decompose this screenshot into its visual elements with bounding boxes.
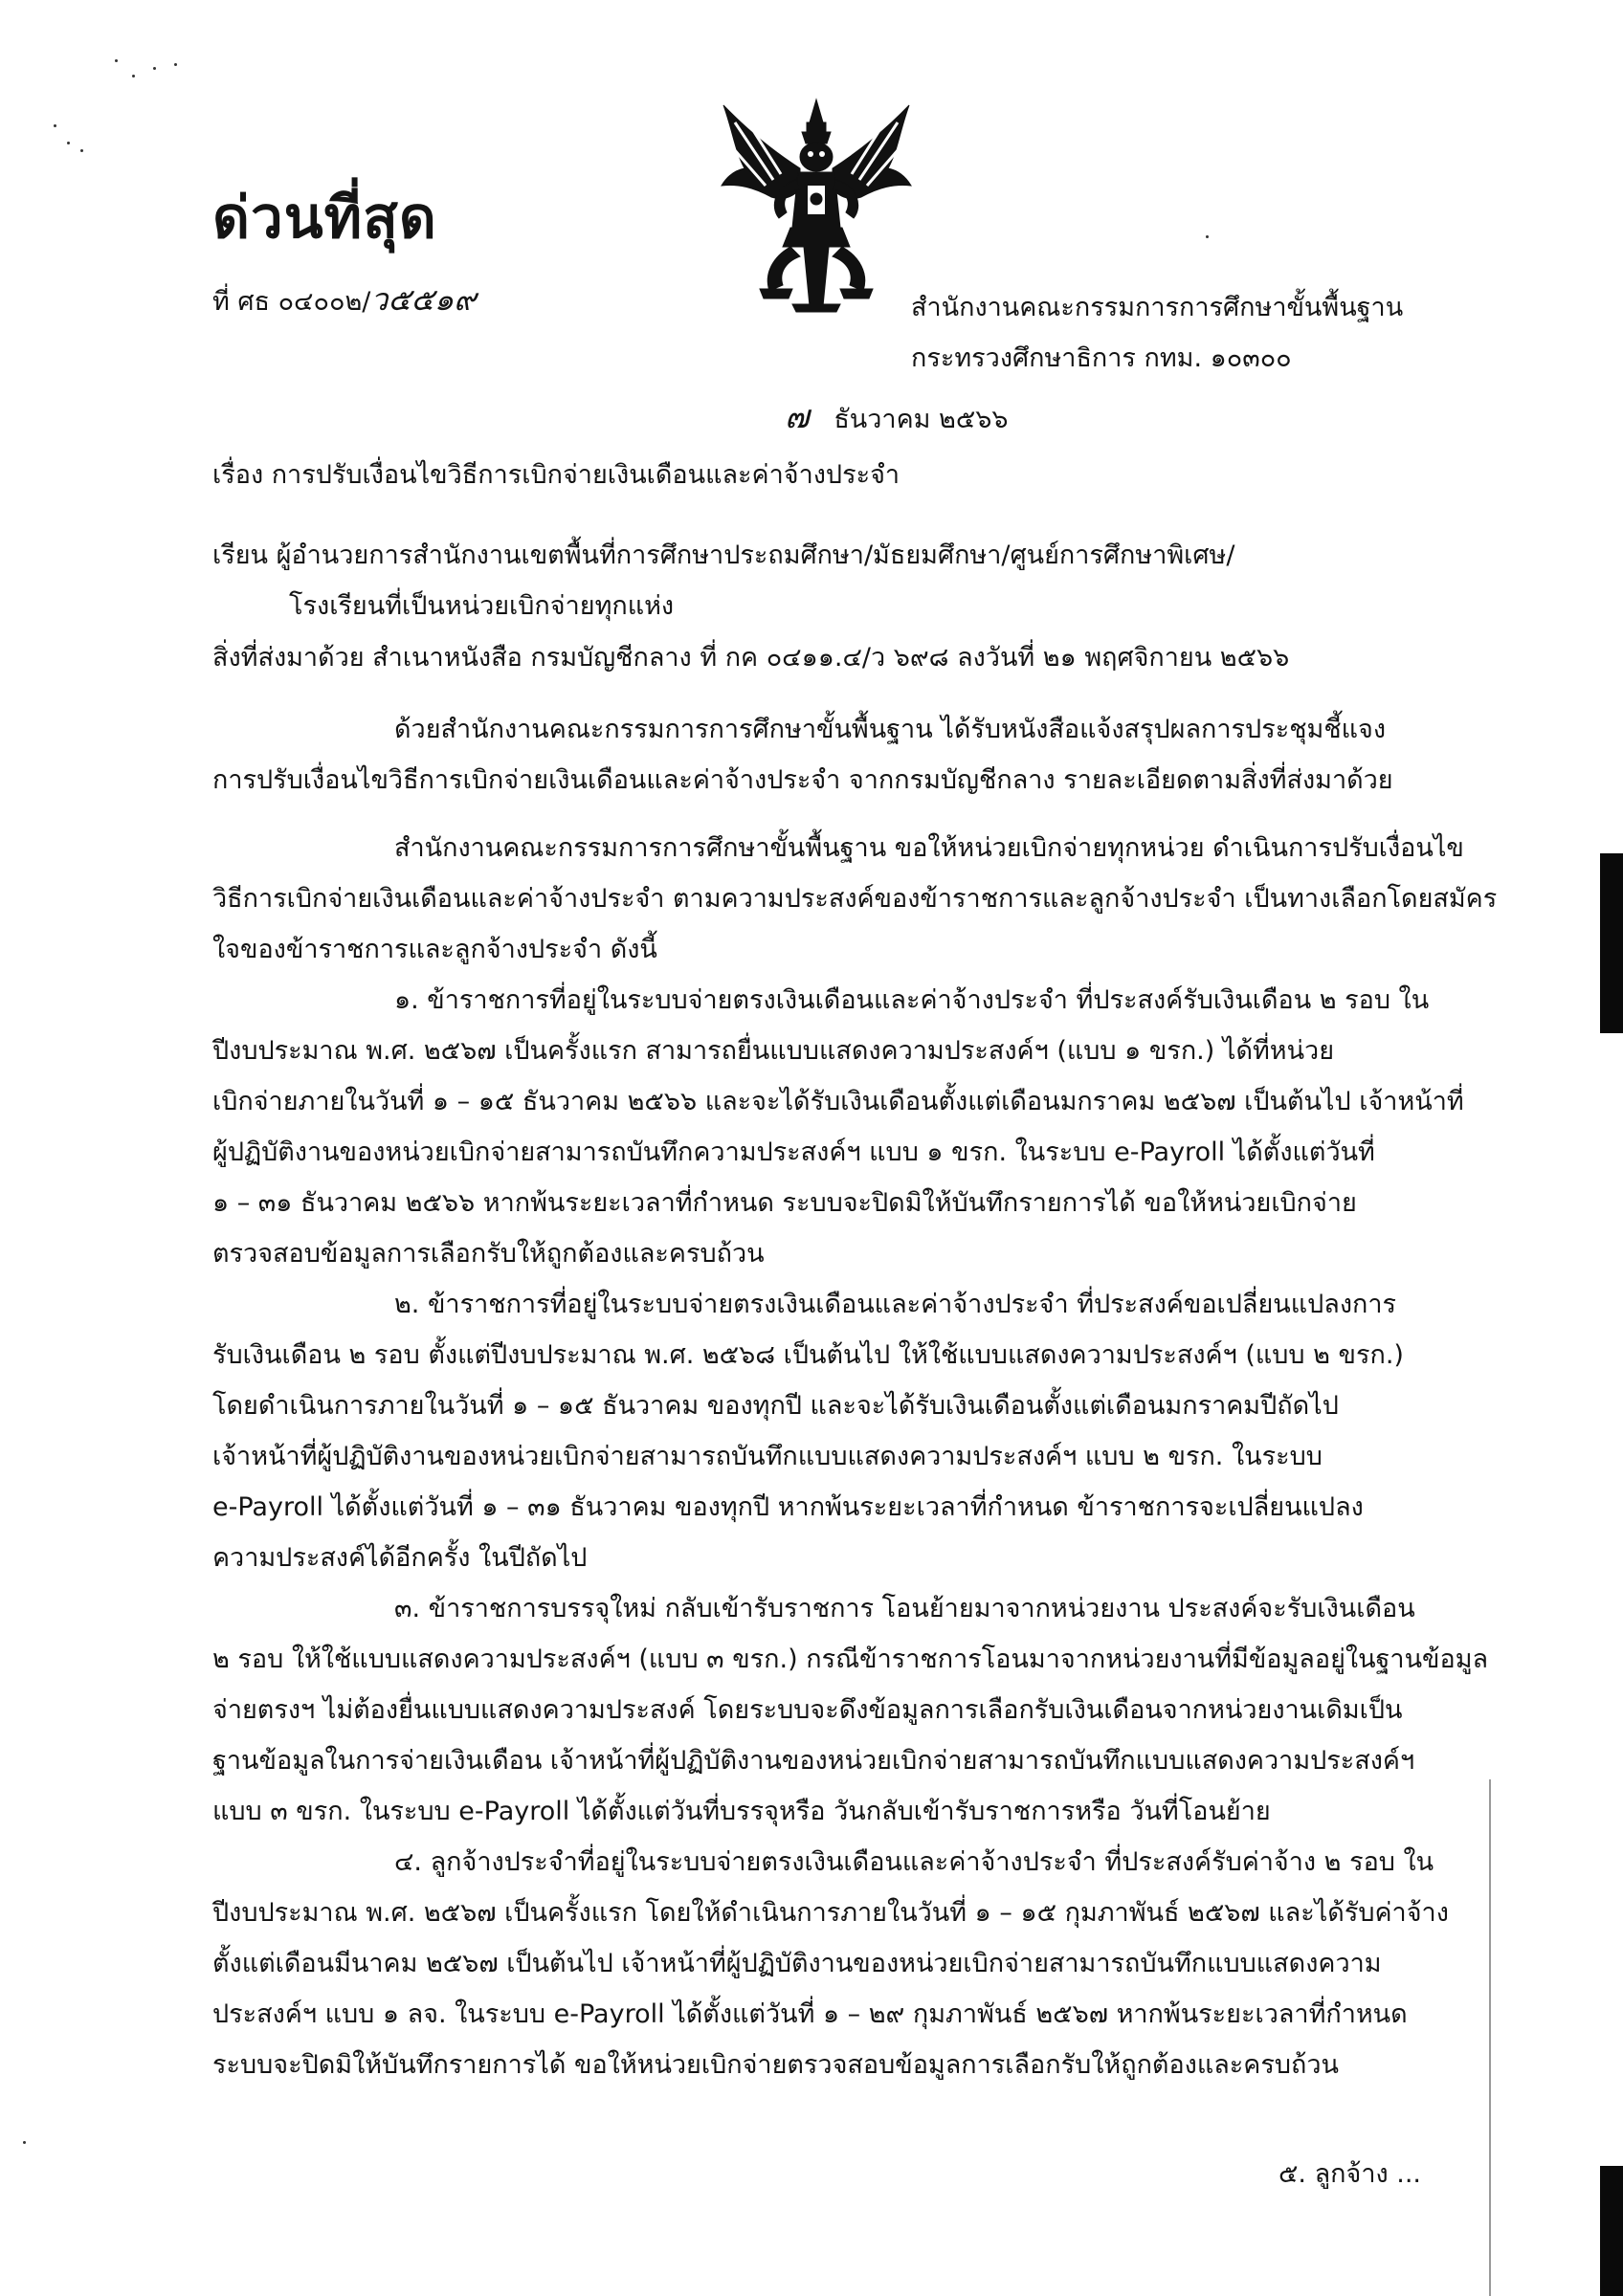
body-line: ตรวจสอบข้อมูลการเลือกรับให้ถูกต้องและครบถ้วน — [212, 1239, 765, 1269]
agency-location: กระทรวงศึกษาธิการ กทม. ๑๐๓๐๐ — [911, 343, 1292, 373]
body-line: ๑. ข้าราชการที่อยู่ในระบบจ่ายตรงเงินเดือนและค่าจ้างประจำ ที่ประสงค์รับเงินเดือน ๒ รอบ ใน — [394, 985, 1430, 1015]
enclosure-line: สิ่งที่ส่งมาด้วย สำเนาหนังสือ กรมบัญชีกลาง ที่ กค ๐๔๑๑.๔/ว ๖๙๘ ลงวันที่ ๒๑ พฤศจิกายน ๒๕๖๖ — [212, 643, 1290, 673]
body-line: ปีงบประมาณ พ.ศ. ๒๕๖๗ เป็นครั้งแรก โดยให้ดำเนินการภายในวันที่ ๑ – ๑๕ กุมภาพันธ์ ๒๕๖๗ และได้รับค่าจ้าง — [212, 1898, 1449, 1928]
agency-address — [911, 282, 1403, 384]
scan-speck — [80, 149, 83, 152]
body-line: รับเงินเดือน ๒ รอบ ตั้งแต่ปีงบประมาณ พ.ศ. ๒๕๖๘ เป็นต้นไป ให้ใช้แบบแสดงความประสงค์ฯ (แบบ ๒ ขรก.) — [212, 1340, 1404, 1370]
scan-edge-mark — [1600, 2166, 1623, 2296]
body-line: ตั้งแต่เดือนมีนาคม ๒๕๖๗ เป็นต้นไป เจ้าหน้าที่ผู้ปฏิบัติงานของหน่วยเบิกจ่ายสามารถบันทึกแบบแสดงความ — [212, 1949, 1382, 1978]
body-line: ๔. ลูกจ้างประจำที่อยู่ในระบบจ่ายตรงเงินเดือนและค่าจ้างประจำ ที่ประสงค์รับค่าจ้าง ๒ รอบ ใน — [394, 1847, 1434, 1877]
body-line: สำนักงานคณะกรรมการการศึกษาขั้นพื้นฐาน ขอให้หน่วยเบิกจ่ายทุกหน่วย ดำเนินการปรับเงื่อนไข — [394, 833, 1464, 863]
subject-line: เรื่อง การปรับเงื่อนไขวิธีการเบิกจ่ายเงินเดือนและค่าจ้างประจำ — [212, 460, 900, 490]
body-line: ใจของข้าราชการและลูกจ้างประจำ ดังนี้ — [212, 935, 657, 964]
continuation-marker: ๕. ลูกจ้าง ... — [1278, 2159, 1421, 2189]
scan-speck — [132, 75, 135, 77]
scan-edge-mark — [1600, 853, 1623, 1033]
document-number-prefix: ที่ ศธ ๐๔๐๐๒/ — [212, 287, 371, 317]
agency-name: สำนักงานคณะกรรมการการศึกษาขั้นพื้นฐาน — [911, 293, 1404, 322]
body-line: ประสงค์ฯ แบบ ๑ ลจ. ในระบบ e-Payroll ได้ตั้งแต่วันที่ ๑ – ๒๙ กุมภาพันธ์ ๒๕๖๗ หากพ้นระยะเวลาที่กำหนด — [212, 1999, 1408, 2029]
scan-speck — [1206, 235, 1209, 238]
scan-speck — [54, 124, 56, 127]
document-date — [785, 390, 1009, 442]
document-number — [212, 276, 477, 324]
body-line: วิธีการเบิกจ่ายเงินเดือนและค่าจ้างประจำ ตามความประสงค์ของข้าราชการและลูกจ้างประจำ เป็นทางเลือกโดยสมัคร — [212, 884, 1498, 914]
document-number-handwritten: ว๕๕๑๙ — [370, 281, 477, 318]
body-line: ความประสงค์ได้อีกครั้ง ในปีถัดไป — [212, 1543, 588, 1573]
body-line: ด้วยสำนักงานคณะกรรมการการศึกษาขั้นพื้นฐาน ได้รับหนังสือแจ้งสรุปผลการประชุมชี้แจง — [394, 715, 1387, 744]
body-line: ฐานข้อมูลในการจ่ายเงินเดือน เจ้าหน้าที่ผู้ปฏิบัติงานของหน่วยเบิกจ่ายสามารถบันทึกแบบแสดงความประสงค์ฯ — [212, 1746, 1415, 1776]
body-line: จ่ายตรงฯ ไม่ต้องยื่นแบบแสดงความประสงค์ โดยระบบจะดึงข้อมูลการเลือกรับเงินเดือนจากหน่วยงานเดิมเป็น — [212, 1695, 1403, 1725]
body-line: เจ้าหน้าที่ผู้ปฏิบัติงานของหน่วยเบิกจ่ายสามารถบันทึกแบบแสดงความประสงค์ฯ แบบ ๒ ขรก. ในระบบ — [212, 1442, 1323, 1471]
body-line: ระบบจะปิดมิให้บันทึกรายการได้ ขอให้หน่วยเบิกจ่ายตรวจสอบข้อมูลการเลือกรับให้ถูกต้องและครบถ้วน — [212, 2050, 1339, 2080]
body-line: การปรับเงื่อนไขวิธีการเบิกจ่ายเงินเดือนและค่าจ้างประจำ จากกรมบัญชีกลาง รายละเอียดตามสิ่งที่ส่งมาด้วย — [212, 765, 1393, 795]
scan-speck — [174, 63, 177, 66]
recipient-line-2: โรงเรียนที่เป็นหน่วยเบิกจ่ายทุกแห่ง — [289, 591, 675, 621]
scan-speck — [115, 59, 118, 62]
scan-speck — [23, 2141, 26, 2144]
body-line: เบิกจ่ายภายในวันที่ ๑ – ๑๕ ธันวาคม ๒๕๖๖ และจะได้รับเงินเดือนตั้งแต่เดือนมกราคม ๒๕๖๗ เป็นต้นไป เจ้าหน้าที่ — [212, 1087, 1464, 1116]
date-month-year: ธันวาคม ๒๕๖๖ — [834, 405, 1009, 434]
body-line: e-Payroll ได้ตั้งแต่วันที่ ๑ – ๓๑ ธันวาคม ของทุกปี หากพ้นระยะเวลาที่กำหนด ข้าราชการจะเปลี่ยนแปลง — [212, 1492, 1364, 1522]
body-line: ผู้ปฏิบัติงานของหน่วยเบิกจ่ายสามารถบันทึกความประสงค์ฯ แบบ ๑ ขรก. ในระบบ e-Payroll ได้ตั้งแต่วันที่ — [212, 1137, 1375, 1167]
garuda-emblem-icon — [716, 94, 917, 314]
recipient-block — [212, 530, 1234, 631]
body-line: ๒ รอบ ให้ใช้แบบแสดงความประสงค์ฯ (แบบ ๓ ขรก.) กรณีข้าราชการโอนมาจากหน่วยงานที่มีข้อมูลอยู่ในฐานข้อมูล — [212, 1645, 1489, 1674]
body-line: โดยดำเนินการภายในวันที่ ๑ – ๑๕ ธันวาคม ของทุกปี และจะได้รับเงินเดือนตั้งแต่เดือนมกราคมปีถัดไป — [212, 1391, 1339, 1421]
urgency-stamp: ด่วนที่สุด — [212, 185, 437, 252]
recipient-line-1: เรียน ผู้อำนวยการสำนักงานเขตพื้นที่การศึกษาประถมศึกษา/มัธยมศึกษา/ศูนย์การศึกษาพิเศษ/ — [212, 541, 1235, 570]
body-line: ๓. ข้าราชการบรรจุใหม่ กลับเข้ารับราชการ โอนย้ายมาจากหน่วยงาน ประสงค์จะรับเงินเดือน — [394, 1594, 1415, 1623]
scan-speck — [153, 67, 156, 70]
body-line: ๒. ข้าราชการที่อยู่ในระบบจ่ายตรงเงินเดือนและค่าจ้างประจำ ที่ประสงค์ขอเปลี่ยนแปลงการ — [394, 1290, 1397, 1319]
body-line: ปีงบประมาณ พ.ศ. ๒๕๖๗ เป็นครั้งแรก สามารถยื่นแบบแสดงความประสงค์ฯ (แบบ ๑ ขรก.) ได้ที่หน่วย — [212, 1036, 1335, 1066]
scan-speck — [67, 142, 70, 144]
scan-fold-line — [1489, 1779, 1491, 2296]
date-day-handwritten: ๗ — [785, 398, 810, 436]
letter-body — [212, 704, 1498, 2090]
body-line: แบบ ๓ ขรก. ในระบบ e-Payroll ได้ตั้งแต่วันที่บรรจุหรือ วันกลับเข้ารับราชการหรือ วันที่โอนย้าย — [212, 1797, 1271, 1826]
body-line: ๑ – ๓๑ ธันวาคม ๒๕๖๖ หากพ้นระยะเวลาที่กำหนด ระบบจะปิดมิให้บันทึกรายการได้ ขอให้หน่วยเบิกจ่าย — [212, 1188, 1357, 1218]
